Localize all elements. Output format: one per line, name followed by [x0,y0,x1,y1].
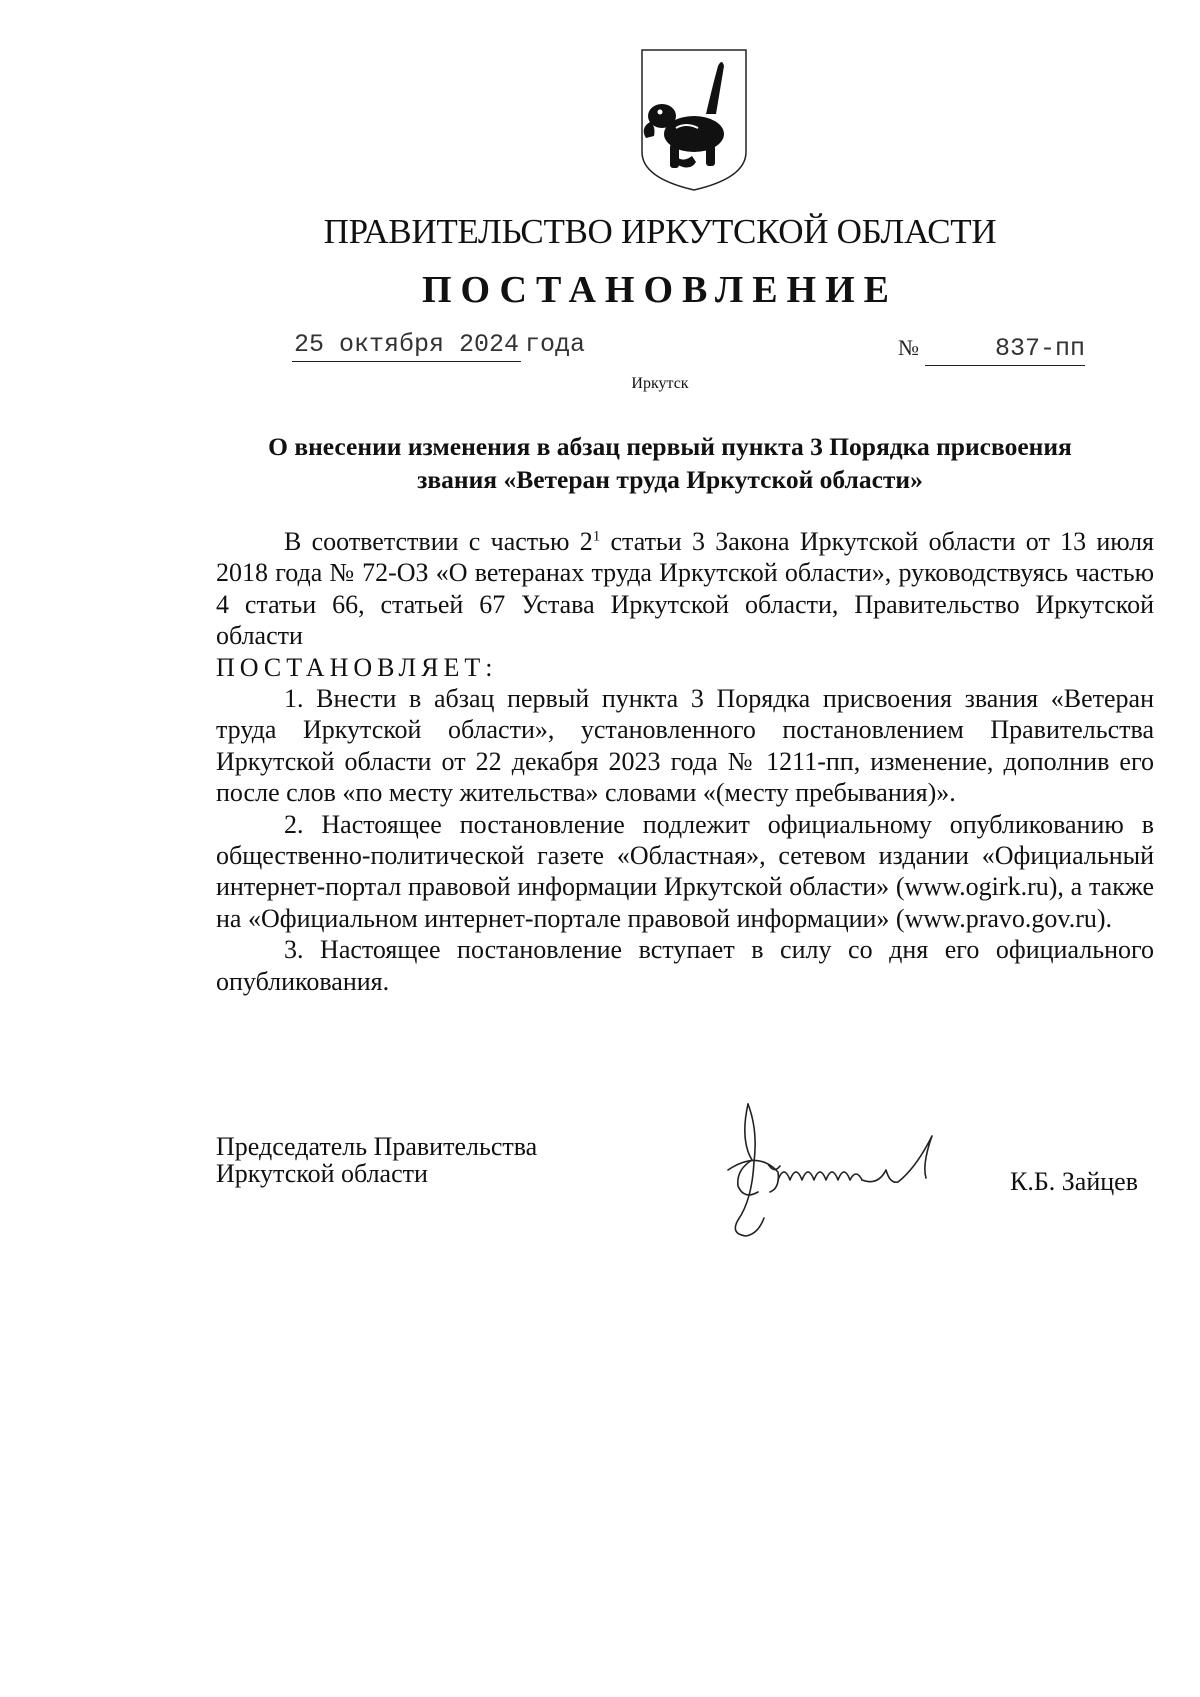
organization-name: ПРАВИТЕЛЬСТВО ИРКУТСКОЙ ОБЛАСТИ [323,212,997,251]
item-2: 2. Настоящее постановление подлежит официальному опубликованию в общественно-политической газете «Областная», сетевом издании «Официальный интернет-портал правовой информации Иркутской области» (www.ogirk.ru), а также на «Официальном интернет-портале правовой информации» (www.pravo.gov.ru). [216,809,1154,933]
decree-word: ПОСТАНОВЛЯЕТ: [216,652,498,682]
number-sign: № [898,335,919,360]
signer-name: К.Б. Зайцев [1010,1167,1138,1196]
intro-text-a: В соответствии с частью 2 [284,527,593,556]
document-subject [220,430,1120,496]
subject-line-1: О внесении изменения в абзац первый пункта 3 Порядка присвоения [268,432,1072,461]
intro-text-b: статьи 3 Закона Иркутской области от 13 июля 2018 года № 72-ОЗ «О ветеранах труда Иркутской области», руководствуясь частью 4 статьи 66, статьей 67 Устава Иркутской области, Правительство Иркутской области [216,527,1155,651]
intro-paragraph [216,526,1154,652]
document-date [292,330,585,362]
item-1: 1. Внести в абзац первый пункта 3 Порядка присвоения звания «Ветеран труда Иркутской области», установленного постановлением Правительства Иркутской области от 22 декабря 2023 года № 1211-пп, изменение, дополнив его после слов «по месту жительства» словами «(месту пребывания)». [216,684,1154,808]
signer-title-line-1: Председатель Правительства [216,1132,538,1161]
date-value: 25 октября 2024 [292,330,521,362]
document-number [898,334,1085,366]
coat-of-arms-icon [636,44,752,194]
subject-line-2: звания «Ветеран труда Иркутской области» [417,465,923,494]
handwritten-signature-icon [718,1100,978,1240]
document-body [216,526,1154,997]
intro-superscript: 1 [592,528,601,545]
signer-title [216,1133,537,1187]
number-value: 837-пп [925,334,1085,366]
item-3: 3. Настоящее постановление вступает в силу со дня его официального опубликования. [216,935,1154,996]
date-suffix: года [525,330,586,359]
city-name: Иркутск [631,375,689,392]
document-type-title: ПОСТАНОВЛЕНИЕ [421,269,899,311]
signer-title-line-2: Иркутской области [216,1159,428,1188]
